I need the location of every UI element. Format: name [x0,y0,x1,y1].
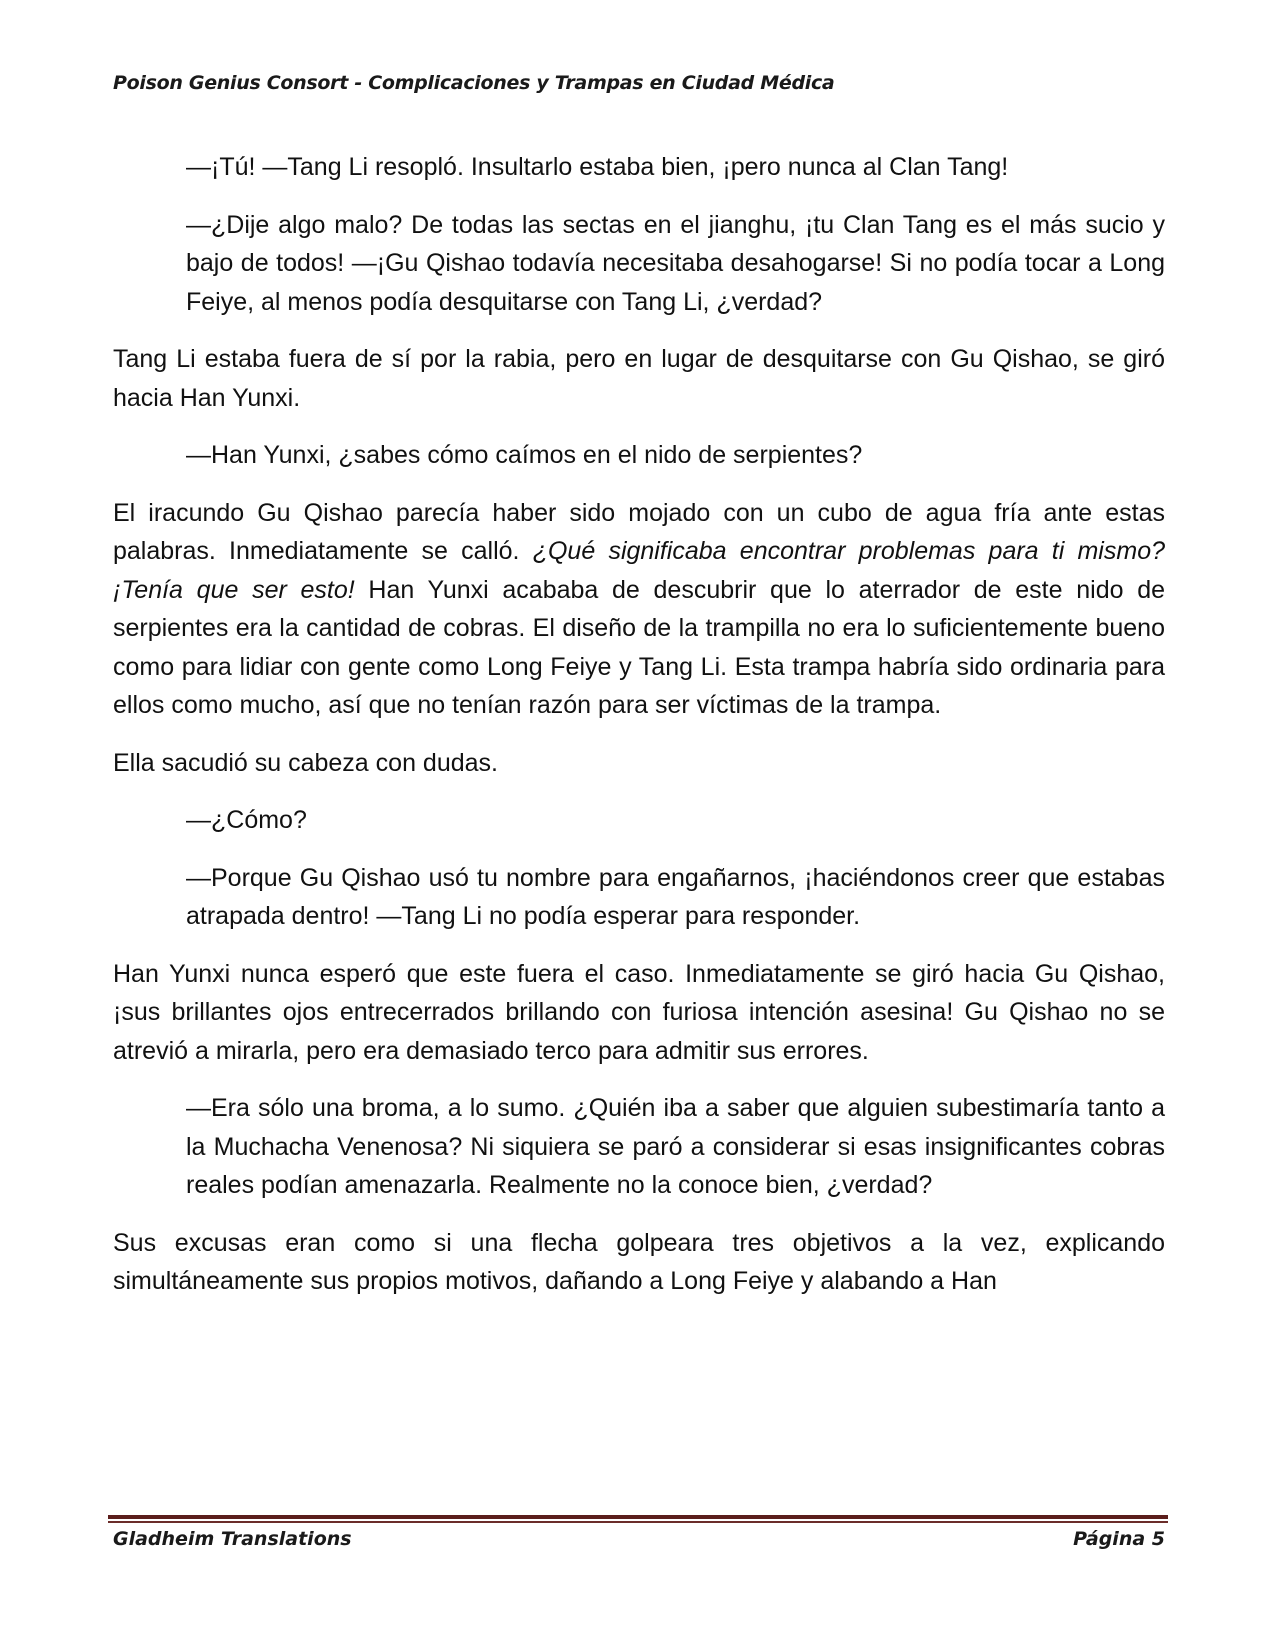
paragraph-narration: Tang Li estaba fuera de sí por la rabia, pero en lugar de desquitarse con Gu Qishao, se giró hacia Han Yunxi. [113,345,1165,412]
paragraph-text: El iracundo Gu Qishao parecía haber sido mojado con un cubo de agua fría ante estas palabras. Inmediatamente se calló. [113,498,1165,565]
footer-divider-thick [108,1515,1168,1519]
paragraph-narration: Ella sacudió su cabeza con dudas. [113,748,498,777]
paragraph-narration [113,494,1165,725]
page-number: Página 5 [1073,1528,1165,1550]
paragraph-dialogue: —¿Cómo? [186,806,307,834]
paragraph-dialogue: —Porque Gu Qishao usó tu nombre para engañarnos, ¡haciéndonos creer que estabas atrapada dentro! —Tang Li no podía esperar para responder. [186,863,1165,930]
paragraph-dialogue: —¡Tú! —Tang Li resopló. Insultarlo estaba bien, ¡pero nunca al Clan Tang! [186,153,1009,181]
footer-divider-thin [108,1521,1168,1523]
paragraph-italic-thought: ¿Qué significaba encontrar problemas para ti mismo? ¡Tenía que ser esto! [113,537,1165,604]
footer-publisher: Gladheim Translations [113,1528,352,1550]
paragraph-dialogue: —¿Dije algo malo? De todas las sectas en el jianghu, ¡tu Clan Tang es el más sucio y bajo de todos! —¡Gu Qishao todavía necesitaba desahogarse! Si no podía tocar a Long Feiye, al menos podía desquitarse con Tang Li, ¿verdad? [186,210,1165,316]
paragraph-dialogue: —Era sólo una broma, a lo sumo. ¿Quién iba a saber que alguien subestimaría tanto a la Muchacha Venenosa? Ni siquiera se paró a considerar si esas insignificantes cobras reales podían amenazarla. Realmente no la conoce bien, ¿verdad? [186,1094,1165,1199]
paragraph-text: Han Yunxi acababa de descubrir que lo aterrador de este nido de serpientes era la cantidad de cobras. El diseño de la trampilla no era lo suficientemente bueno como para lidiar con gente como Long Feiye y Tang Li. Esta trampa habría sido ordinaria para ellos como mucho, así que no tenían razón para ser víctimas de la trampa. [113,575,1166,719]
paragraph-narration: Han Yunxi nunca esperó que este fuera el caso. Inmediatamente se giró hacia Gu Qishao, ¡sus brillantes ojos entrecerrados brillando con furiosa intención asesina! Gu Qishao no se atrevió a mirarla, pero era demasiado terco para admitir sus errores. [113,959,1165,1065]
paragraph-dialogue: —Han Yunxi, ¿sabes cómo caímos en el nido de serpientes? [186,441,863,469]
running-header-title: Poison Genius Consort - Complicaciones y Trampas en Ciudad Médica [113,72,835,94]
paragraph-narration: Sus excusas eran como si una flecha golpeara tres objetivos a la vez, explicando simultáneamente sus propios motivos, dañando a Long Feiye y alabando a Han [113,1228,1165,1295]
document-body [113,148,1165,1301]
